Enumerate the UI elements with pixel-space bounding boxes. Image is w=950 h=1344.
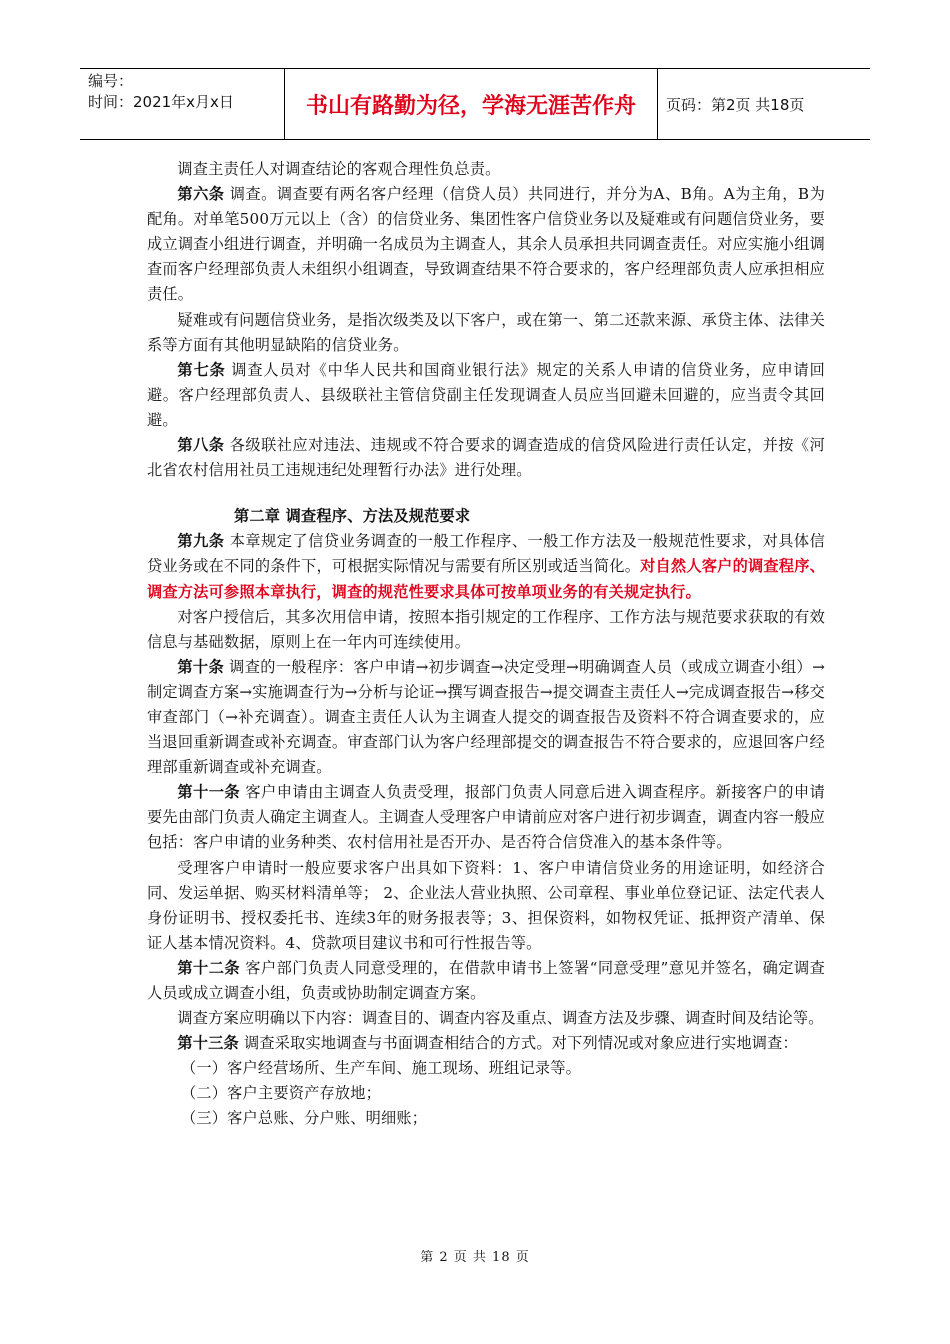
article-11 [147, 780, 825, 855]
article-text: 调查。调查要有两名客户经理（信贷人员）共同进行，并分为A、B角。A为主角，B为配角。对单笔500万元以上（含）的信贷业务、集团性客户信贷业务以及疑难或有问题信贷业务，要成立调查小组进行调查，并明确一名成员为主调查人，其余人员承担共同调查责任。对应实施小组调查而客户经理部负责人未组织小组调查，导致调查结果不符合要求的，客户经理部负责人应承担相应责任。 [147, 185, 825, 304]
article-7 [147, 358, 825, 433]
list-item: （二）客户主要资产存放地； [181, 1084, 382, 1103]
article-title: 第八条 [177, 436, 225, 455]
paragraph: 疑难或有问题信贷业务，是指次级类及以下客户，或在第一、第二还款来源、承贷主体、法律关系等方面有其他明显缺陷的信贷业务。 [147, 310, 825, 354]
article-13 [147, 1031, 825, 1056]
document-number: 编号： [88, 72, 134, 90]
article-10 [147, 655, 825, 780]
article-title: 第六条 [177, 185, 225, 204]
paragraph: 调查主责任人对调查结论的客观合理性负总责。 [177, 160, 501, 178]
article-title: 第七条 [177, 360, 226, 379]
header-meta [80, 69, 284, 139]
paragraph: 对客户授信后，其多次用信申请，按照本指引规定的工作程序、工作方法与规范要求获取的有效信息与基础数据，原则上在一年内可连续使用。 [147, 607, 825, 651]
article-title: 第十二条 [177, 958, 241, 977]
header-page-number: 页码：第2页 共18页 [666, 95, 805, 114]
article-title: 第九条 [177, 532, 225, 551]
article-text: 客户部门负责人同意受理的，在借款申请书上签署“同意受理”意见并签名，确定调查人员或成立调查小组，负责或协助制定调查方案。 [147, 958, 826, 1002]
article-title: 第十一条 [177, 783, 241, 802]
article-title: 第十条 [177, 657, 224, 676]
article-6 [147, 182, 825, 307]
list-item: （三）客户总账、分户账、明细账； [181, 1109, 428, 1128]
chapter-heading: 第二章 调查程序、方法及规范要求 [234, 507, 471, 526]
article-text: 调查人员对《中华人民共和国商业银行法》规定的关系人申请的信贷业务，应申请回避。客户经理部负责人、县级联社主管信贷副主任发现调查人员应当回避未回避的，应当责令其回避。 [147, 360, 825, 429]
page-footer: 第 2 页 共 18 页 [420, 1250, 530, 1265]
article-text: 调查采取实地调查与书面调查相结合的方式。对下列情况或对象应进行实地调查： [238, 1034, 798, 1053]
document-date: 时间：2021年x月x日 [88, 93, 234, 111]
list-item: （一）客户经营场所、生产车间、施工现场、班组记录等。 [181, 1059, 582, 1078]
article-8 [147, 433, 825, 483]
article-text: 各级联社应对违法、违规或不符合要求的调查造成的信贷风险进行责任认定，并按《河北省农村信用社员工违规违纪处理暂行办法》进行处理。 [147, 436, 825, 480]
paragraph: 调查方案应明确以下内容：调查目的、调查内容及重点、调查方法及步骤、调查时间及结论等。 [177, 1009, 824, 1028]
highlighted-text: 对自然人客户的调查程序、调查方法可参照本章执行，调查的规范性要求具体可按单项业务的有关规定执行。 [147, 557, 825, 601]
article-title: 第十三条 [177, 1034, 239, 1053]
article-text: 调查的一般程序：客户申请→初步调查→决定受理→明确调查人员（或成立调查小组）→制定调查方案→实施调查行为→分析与论证→撰写调查报告→提交调查主责任人→完成调查报告→移交审查部门（→补充调查）。调查主责任人认为主调查人提交的调查报告及资料不符合调查要求的，应当退回重新调查或补充调查。审查部门认为客户经理部提交的调查报告不符合要求的，应退回客户经理部重新调查或补充调查。 [147, 657, 825, 777]
document-body [147, 157, 825, 1132]
article-text: 客户申请由主调查人负责受理，报部门负责人同意后进入调查程序。新接客户的申请要先由部门负责人确定主调查人。主调查人受理客户申请前应对客户进行初步调查，调查内容一般应包括：客户申请的业务种类、农村信用社是否开办、是否符合信贷准入的基本条件等。 [147, 783, 825, 852]
paragraph: 受理客户申请时一般应要求客户出具如下资料：1、客户申请信贷业务的用途证明，如经济合同、发运单据、购买材料清单等； 2、企业法人营业执照、公司章程、事业单位登记证、法定代表人身份证明书、授权委托书、连续3年的财务报表等；3、担保资料，如物权凭证、抵押资产清单、保证人基本情况资料。4、贷款项目建议书和可行性报告等。 [147, 858, 825, 952]
header-motto: 书山有路勤为径，学海无涯苦作舟 [284, 69, 658, 139]
page-header [80, 68, 870, 140]
article-9 [147, 529, 825, 604]
article-text: 本章规定了信贷业务调查的一般工作程序、一般工作方法及一般规范性要求，对具体信贷业务或在不同的条件下，可根据实际情况与需要有所区别或适当简化。 [147, 532, 825, 576]
article-12 [147, 956, 825, 1006]
